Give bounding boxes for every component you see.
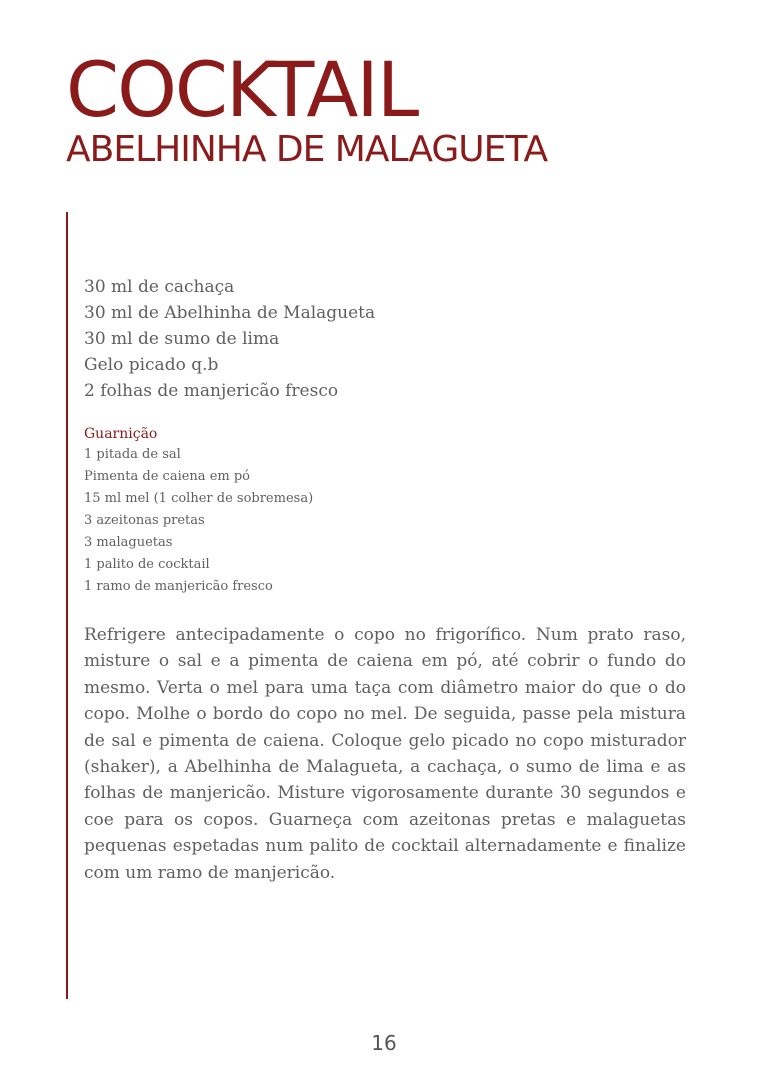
page-title: COCKTAIL xyxy=(66,45,418,134)
ingredient-item: 30 ml de Abelhinha de Malagueta xyxy=(84,303,376,323)
garnish-item: 1 ramo de manjericão fresco xyxy=(84,579,273,594)
ingredient-item: 30 ml de sumo de lima xyxy=(84,329,280,349)
garnish-item: 1 palito de cocktail xyxy=(84,557,210,572)
ingredients-list xyxy=(84,274,686,404)
page-subtitle: ABELHINHA DE MALAGUETA xyxy=(66,129,548,170)
garnish-item: 15 ml mel (1 colher de sobremesa) xyxy=(84,491,314,506)
garnish-item: 3 azeitonas pretas xyxy=(84,513,205,528)
method-paragraph: Refrigere antecipadamente o copo no frigorífico. Num prato raso, misture o sal e a pimenta de caiena em pó, até cobrir o fundo do mesmo. Verta o mel para uma taça com diâmetro maior do que o do copo. Molhe o bordo do copo no mel. De seguida, passe pela mistura de sal e pimenta de caiena. Coloque gelo picado no copo misturador (shaker), a Abelhinha de Malagueta, a cachaça, o sumo de lima e as folhas de manjericão. Misture vigorosamente durante 30 segundos e coe para os copos. Guarneça com azeitonas pretas e malaguetas pequenas espetadas num palito de cocktail alternadamente e finalize com um ramo de manjericão. xyxy=(84,625,686,883)
ingredient-item: Gelo picado q.b xyxy=(84,355,219,375)
garnish-item: 3 malaguetas xyxy=(84,535,173,550)
garnish-item: Pimenta de caiena em pó xyxy=(84,469,250,484)
garnish-list xyxy=(84,444,686,598)
garnish-item: 1 pitada de sal xyxy=(84,447,181,462)
garnish-heading: Guarnição xyxy=(84,426,158,442)
page-number: 16 xyxy=(371,1031,397,1055)
recipe-content xyxy=(84,274,686,886)
ingredient-item: 2 folhas de manjericão fresco xyxy=(84,381,339,401)
ingredient-item: 30 ml de cachaça xyxy=(84,277,235,297)
accent-vertical-rule xyxy=(66,212,68,999)
